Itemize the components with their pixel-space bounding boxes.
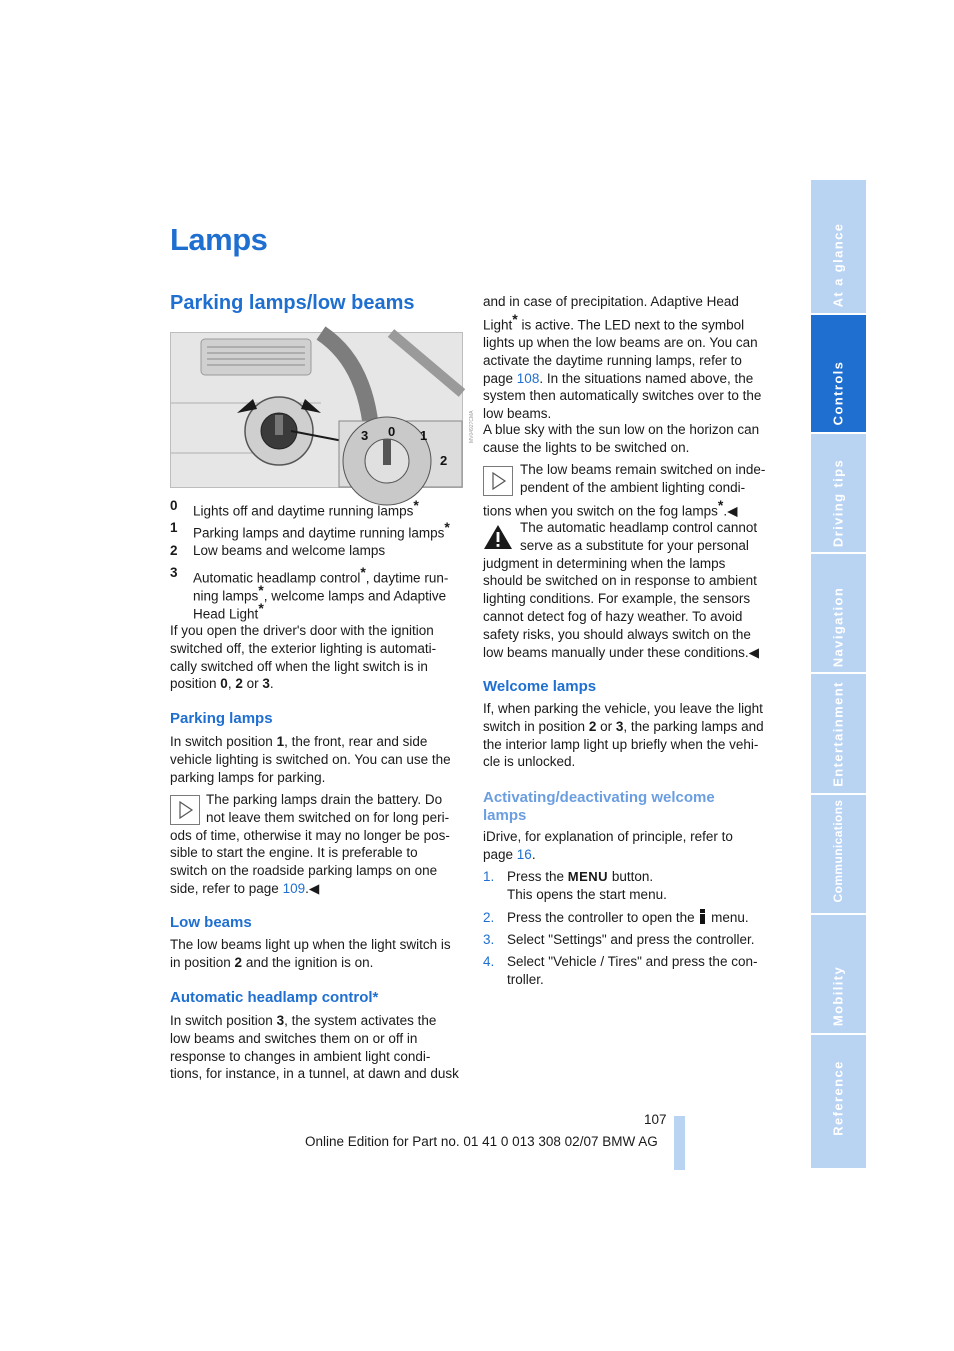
- page-title: Lamps: [170, 222, 268, 257]
- dial-label-3: 3: [361, 428, 369, 443]
- tab-at-a-glance[interactable]: At a glance: [830, 222, 846, 308]
- dial-label-0: 0: [388, 424, 396, 439]
- parking-lamps-note: The parking lamps drain the battery. Do not leave them switched on for long peri- ods of time, otherwise it may no longer be pos- sible to start the engine. It is preferable to switch on the roadside parking lamps on one side, refer to page 109.◀: [170, 792, 450, 896]
- tab-separator: [811, 432, 866, 434]
- light-switch-illustration: [171, 333, 475, 487]
- tab-separator: [811, 913, 866, 915]
- tab-separator: [811, 793, 866, 795]
- low-beams-heading: Low beams: [170, 914, 252, 931]
- parking-lamps-heading: Parking lamps: [170, 710, 273, 727]
- blue-sky-paragraph: A blue sky with the sun low on the horizon can cause the lights to be switched on.: [483, 422, 760, 455]
- parking-lamps-paragraph: In switch position 1, the front, rear and side vehicle lighting is switched on. You can use the parking lamps for parking.: [170, 734, 451, 785]
- page-number: 107: [644, 1112, 667, 1127]
- tab-navigation[interactable]: Navigation: [830, 586, 846, 668]
- tab-driving-tips[interactable]: Driving tips: [830, 458, 846, 548]
- tab-entertainment[interactable]: Entertainment: [830, 681, 846, 787]
- step-item: 4. Select "Vehicle / Tires" and press the con- troller.: [483, 954, 758, 987]
- welcome-lamps-paragraph: If, when parking the vehicle, you leave the light switch in position 2 or 3, the parking lamps and the interior lamp light up briefly when the vehi- cle is unlocked.: [483, 701, 764, 770]
- list-item: 3 Automatic headlamp control*, daytime run- ning lamps*, welcome lamps and Adaptive Head Light*: [170, 564, 449, 622]
- section-heading: Parking lamps/low beams: [170, 292, 415, 314]
- step-item: 3. Select "Settings" and press the controller.: [483, 932, 755, 947]
- low-beams-paragraph: The low beams light up when the light switch is in position 2 and the ignition is on.: [170, 937, 451, 970]
- fog-lamps-note: The low beams remain switched on inde- pendent of the ambient lighting condi- tions when you switch on the fog lamps*.◀: [483, 462, 766, 519]
- tab-separator: [811, 1033, 866, 1035]
- tab-separator: [811, 313, 866, 315]
- dial-label-2: 2: [440, 453, 448, 468]
- auto-control-paragraph: In switch position 3, the system activates the low beams and switches them on or off in response to changes in ambient light condi- tions, for instance, in a tunnel, at dawn and dusk: [170, 1013, 459, 1082]
- tab-communications[interactable]: Communications: [831, 799, 845, 903]
- tab-separator: [811, 552, 866, 554]
- light-switch-figure: [170, 332, 475, 488]
- figure-code: MV04927CMA: [469, 410, 475, 443]
- warning-paragraph: The automatic headlamp control cannot serve as a substitute for your personal judgment in determining when the lamps should be switched on in response to ambient lighting conditions. For example, the sensors cannot detect fog of hazy weather. To avoid safety risks, you should always switch on the low beams manually under these conditions.◀: [483, 520, 760, 660]
- activating-intro: iDrive, for explanation of principle, refer to page 16.: [483, 829, 733, 862]
- tab-reference[interactable]: Reference: [830, 1060, 846, 1136]
- dial-label-1: 1: [420, 428, 428, 443]
- page-link-108[interactable]: 108: [516, 370, 540, 386]
- tab-controls[interactable]: Controls: [830, 360, 846, 426]
- footer-bar: [674, 1116, 685, 1170]
- menu-button-icon: MENU: [567, 869, 609, 884]
- step-item: 1. Press the MENU button. This opens the start menu.: [483, 869, 667, 902]
- page-link-16[interactable]: 16: [516, 846, 532, 862]
- footer-text: Online Edition for Part no. 01 41 0 013 308 02/07 BMW AG: [305, 1134, 658, 1149]
- tab-mobility[interactable]: Mobility: [830, 965, 846, 1027]
- tab-separator: [811, 672, 866, 674]
- page-link-109[interactable]: 109: [282, 880, 306, 896]
- auto-control-continued: and in case of precipitation. Adaptive Head Light* is active. The LED next to the symbol lights up when the low beams are on. You can activate the daytime running lamps, refer to page 108. In the situations named above, the system then automatically switches over to the low beams.: [483, 294, 762, 422]
- activating-heading: Activating/deactivating welcome lamps: [483, 789, 715, 824]
- door-paragraph: If you open the driver's door with the ignition switched off, the exterior lighting is automati- cally switched off when the light switch is in position 0, 2 or 3.: [170, 623, 437, 692]
- step-item: 2. Press the controller to open the menu.: [483, 910, 749, 925]
- auto-control-heading: Automatic headlamp control*: [170, 989, 379, 1006]
- welcome-lamps-heading: Welcome lamps: [483, 678, 597, 695]
